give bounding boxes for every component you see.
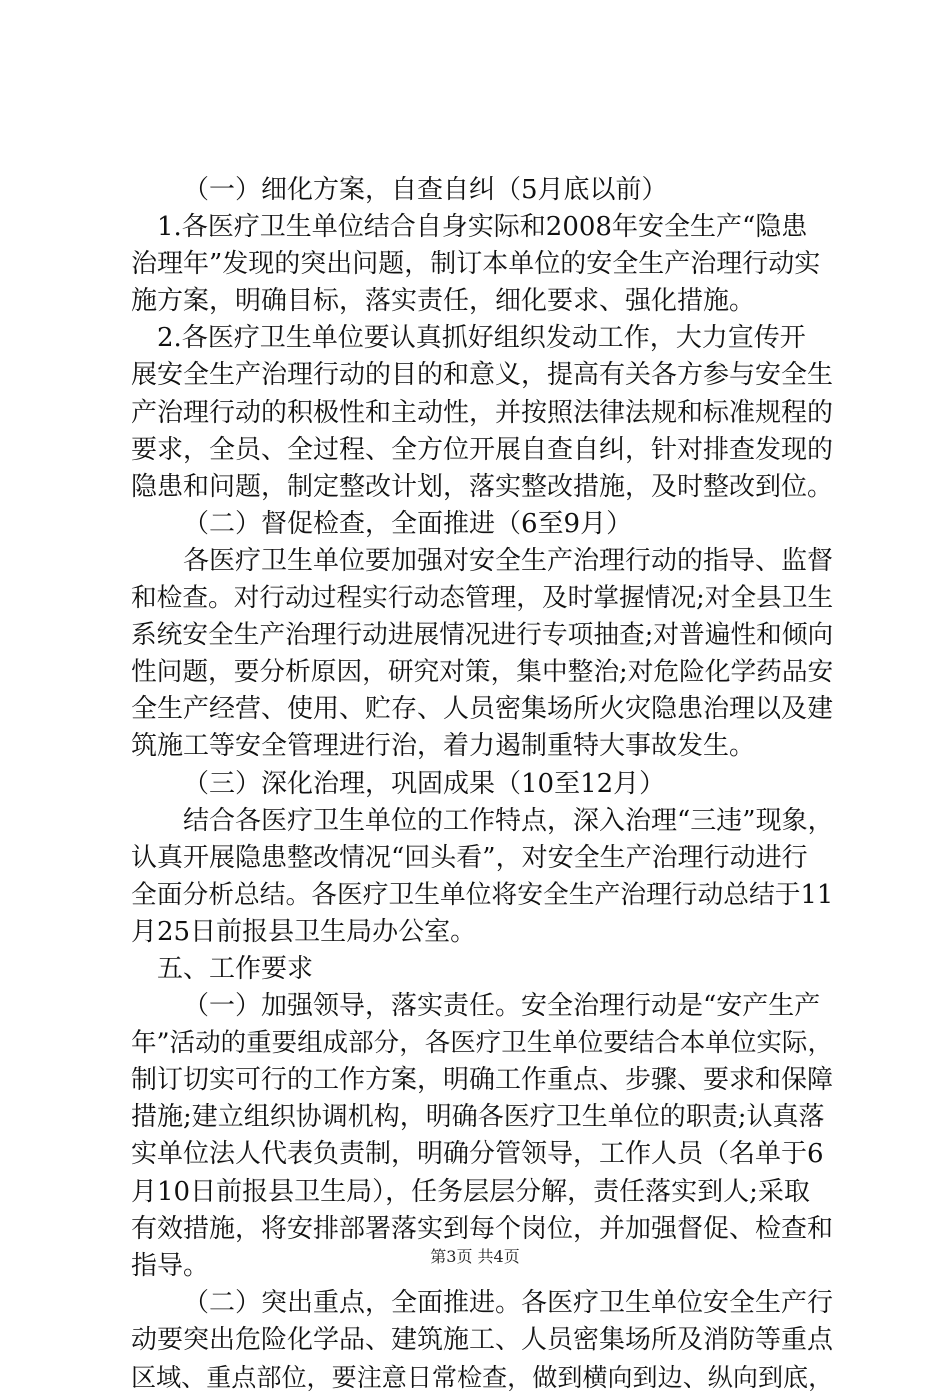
text-line: 五、工作要求 — [157, 953, 314, 984]
text-line: 实单位法人代表负责制，明确分管领导，工作人员（名单于6 — [131, 1139, 824, 1170]
text-line: 区域、重点部位，要注意日常检查，做到横向到边、纵向到底， — [131, 1363, 834, 1392]
text-line: 性问题，要分析原因，研究对策，集中整治;对危险化学药品安 — [131, 657, 834, 688]
text-line: 各医疗卫生单位要加强对安全生产治理行动的指导、监督 — [183, 545, 834, 576]
text-line: 月25日前报县卫生局办公室。 — [131, 916, 477, 947]
text-line: 年”活动的重要组成部分，各医疗卫生单位要结合本单位实际， — [131, 1028, 833, 1059]
text-line: （一）细化方案，自查自纠（5月底以前） — [183, 175, 668, 205]
text-line: 指导。 — [131, 1250, 210, 1281]
text-line: 隐患和问题，制定整改计划，落实整改措施，及时整改到位。 — [131, 471, 834, 502]
text-line: 2.各医疗卫生单位要认真抓好组织发动工作，大力宣传开 — [157, 323, 806, 354]
text-line: 1.各医疗卫生单位结合自身实际和2008年安全生产“隐患 — [157, 212, 808, 243]
text-line: 治理年”发现的突出问题，制订本单位的安全生产治理行动实 — [131, 249, 821, 280]
text-line: 月10日前报县卫生局），任务层层分解，责任落实到人;采取 — [131, 1176, 810, 1207]
text-line: 全面分析总结。各医疗卫生单位将安全生产治理行动总结于11 — [131, 879, 834, 910]
text-line: 措施;建立组织协调机构，明确各医疗卫生单位的职责;认真落 — [131, 1102, 825, 1133]
text-line: 制订切实可行的工作方案，明确工作重点、步骤、要求和保障 — [131, 1065, 834, 1096]
text-line: 结合各医疗卫生单位的工作特点，深入治理“三违”现象， — [183, 805, 834, 836]
text-line: 全生产经营、使用、贮存、人员密集场所火灾隐患治理以及建 — [131, 694, 834, 725]
text-line: 筑施工等安全管理进行治，着力遏制重特大事故发生。 — [131, 731, 756, 762]
text-line: 有效措施，将安排部署落实到每个岗位，并加强督促、检查和 — [131, 1213, 834, 1244]
text-line: 动要突出危险化学品、建筑施工、人员密集场所及消防等重点 — [131, 1324, 834, 1355]
text-line: （一）加强领导，落实责任。安全治理行动是“安产生产 — [183, 991, 821, 1022]
page-footer: 第3页 共4页 — [430, 1247, 520, 1266]
text-line: 系统安全生产治理行动进展情况进行专项抽查;对普遍性和倾向 — [131, 620, 834, 651]
text-line: （二）督促检查，全面推进（6至9月） — [183, 508, 633, 539]
text-line: 产治理行动的积极性和主动性，并按照法律法规和标准规程的 — [131, 397, 834, 428]
text-line: 施方案，明确目标，落实责任，细化要求、强化措施。 — [131, 286, 756, 317]
text-line: 展安全生产治理行动的目的和意义，提高有关各方参与安全生 — [131, 360, 834, 391]
text-line: 和检查。对行动过程实行动态管理，及时掌握情况;对全县卫生 — [131, 583, 834, 614]
text-line: （二）突出重点，全面推进。各医疗卫生单位安全生产行 — [183, 1287, 834, 1318]
text-line: 要求，全员、全过程、全方位开展自查自纠，针对排查发现的 — [131, 434, 834, 465]
text-line: 认真开展隐患整改情况“回头看”，对安全生产治理行动进行 — [131, 842, 808, 873]
document-body — [131, 172, 837, 1396]
text-line: （三）深化治理，巩固成果（10至12月） — [183, 768, 666, 799]
